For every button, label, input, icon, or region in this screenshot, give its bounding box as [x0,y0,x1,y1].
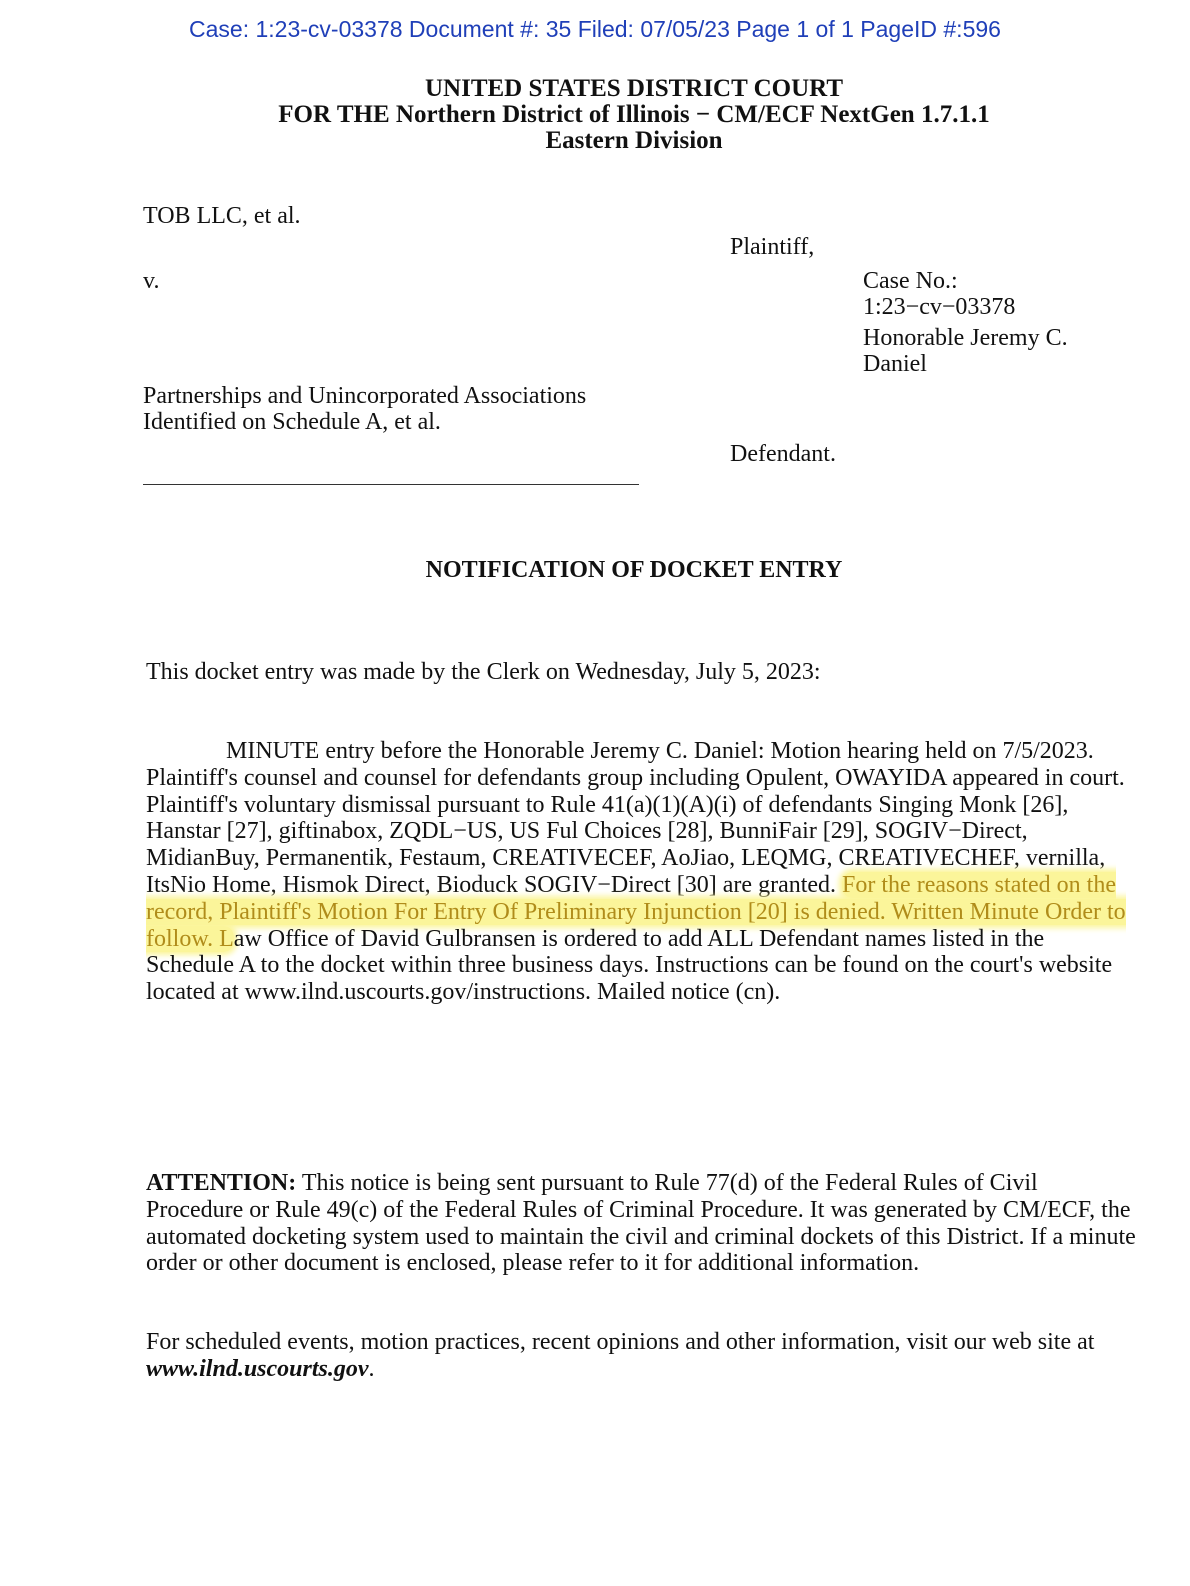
notification-title: NOTIFICATION OF DOCKET ENTRY [425,557,843,583]
minute-entry-continued: aw Office of David Gulbransen is ordered to add ALL Defendant names listed in the Schedule A to the docket within three business days. Instructions can be found on the court's website located at www.ilnd.uscourts.gov/instructions. Mailed notice (cn). [146,925,1113,1006]
plaintiff-role: Plaintiff, [730,234,815,260]
case-number: 1:23−cv−03378 [863,294,1016,320]
case-no-label: Case No.: [863,268,958,294]
court-division: Eastern Division [545,127,723,154]
defendant-name-line2: Identified on Schedule A, et al. [143,409,441,435]
versus: v. [143,268,160,294]
court-title-line2: FOR THE Northern District of Illinois − CM/ECF NextGen 1.7.1.1 [278,101,990,128]
plaintiff-name: TOB LLC, et al. [143,203,301,229]
defendant-name-line1: Partnerships and Unincorporated Associations [143,383,587,409]
attention-paragraph [146,1170,1136,1277]
minute-entry-paragraph [146,738,1136,1006]
caption-divider [143,484,639,485]
court-title-line1: UNITED STATES DISTRICT COURT [425,75,843,102]
case-stamp-header: Case: 1:23-cv-03378 Document #: 35 Filed: 07/05/23 Page 1 of 1 PageID #:596 [189,16,1001,42]
footer-text: For scheduled events, motion practices, recent opinions and other information, visit our web site at [146,1329,1095,1355]
judge-name-line1: Honorable Jeremy C. [863,325,1068,351]
defendant-role: Defendant. [730,441,836,467]
footer-paragraph [146,1329,1136,1383]
docket-entry-intro: This docket entry was made by the Clerk on Wednesday, July 5, 2023: [146,659,821,685]
attention-label: ATTENTION: [146,1170,297,1196]
court-website-link[interactable]: www.ilnd.uscourts.gov [146,1355,369,1382]
footer-end: . [368,1355,375,1382]
attention-text: This notice is being sent pursuant to Rule 77(d) of the Federal Rules of Civil Procedure or Rule 49(c) of the Federal Rules of Criminal Procedure. It was generated by CM/ECF, the automated docketing system used to maintain the civil and criminal dockets of this District. If a minute order or other document is enclosed, please refer to it for additional information. [146,1170,1136,1277]
minute-entry-text: MINUTE entry before the Honorable Jeremy C. Daniel: Motion hearing held on 7/5/2023. Plaintiff's counsel and counsel for defendants group including Opulent, OWAYIDA appeared in court. Plaintiff's voluntary dismissal pursuant to Rule 41(a)(1)(A)(i) of defendants Singing Monk [26], Hanstar [27], giftinabox, ZQDL−US, US Ful Choices [28], BunniFair [29], SOGIV−Direct, MidianBuy, Permanentik, Festaum, CREATIVECEF, AoJiao, LEQMG, CREATIVECHEF, vernilla, ItsNio Home, Hismok Direct, Bioduck SOGIV−Direct [30] are granted. [146,738,1125,898]
highlighted-ruling: For the reasons stated on the record, Plaintiff's Motion For Entry Of Preliminary Injunction [20] is denied. Written Minute Order to follow. L [146,871,1126,952]
judge-name-line2: Daniel [863,351,927,377]
